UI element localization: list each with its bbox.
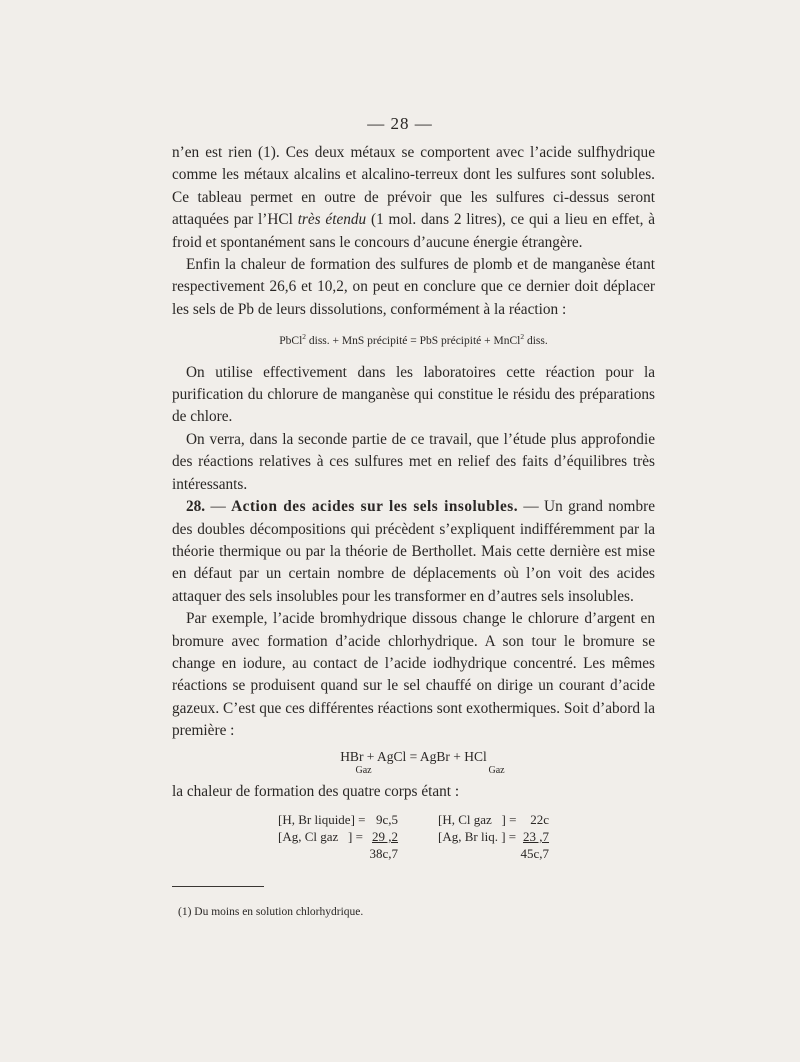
heat-right-label-2: [Ag, Br liq. ] = — [438, 828, 517, 844]
paragraph-1-italic: très étendu — [297, 211, 367, 229]
body-text — [172, 142, 655, 862]
footnote-rule — [172, 886, 264, 887]
section-number: 28. — [186, 498, 206, 516]
eq2-gaz-label-2: Gaz — [488, 764, 505, 776]
eq1-sup-a: 2 — [302, 332, 307, 342]
heat-left-total: 38c,7 — [369, 845, 399, 861]
heat-left-label-1: [H, Br liquide] = — [278, 811, 366, 827]
eq1-part-b: diss. + MnS précipité = PbS précipité + MnCl — [306, 335, 521, 348]
page-number: — 28 — — [367, 114, 433, 133]
eq1-part-c: diss. — [524, 335, 548, 348]
paragraph-6: Par exemple, l’acide bromhydrique dissous change le chlorure d’argent en bromure avec formation d’acide chlorhydrique. A son tour le bromure se change en iodure, au contact de l’acide iodhydrique concentré. Les mêmes réactions se produisent quand sur le sel chauffé on dirige un courant d’acide gazeux. C’est que ces différentes réactions sont exothermiques. Soit d’abord la première : — [172, 610, 655, 740]
paragraph-5-text: — Un grand nombre des doubles décompositions qui précèdent s’expliquent indifféremment par la théorie thermique ou par la théorie de Berthollet. Mais cette dernière est mise en défaut par un certain nombre de déplacements où l’on voit des acides attaquer des sels insolubles pour les transformer en d’autres sels insolubles. — [172, 498, 655, 605]
heat-right-value-2: 23 ,7 — [523, 828, 549, 844]
heat-right-value-1: 22c — [530, 811, 549, 827]
eq1-sup-b: 2 — [520, 332, 525, 342]
paragraph-7: la chaleur de formation des quatre corps étant : — [172, 782, 460, 800]
section-heading: Action des acides sur les sels insolubles. — [231, 498, 519, 516]
paragraph-1-text: n’en est rien (1). Ces deux métaux se comportent avec l’acide sulfhydrique comme les métaux alcalins et alcalino-terreux dont les sulfures sont solubles. Ce tableau permet en outre de prévoir que les sulfures ci-dessus seront attaquées par l’HCl — [172, 144, 655, 229]
eq1-part-a: PbCl — [279, 335, 303, 348]
heat-left-value-1: 9c,5 — [375, 811, 399, 827]
paragraph-1-tail: (1 mol. dans 2 litres), ce qui a lieu en effet, à froid et spontanément sans le concours d’aucune énergie étrangère. — [172, 211, 656, 251]
eq2-line: HBr + AgCl = AgBr + HCl — [340, 748, 487, 764]
eq2-gaz-label-1: Gaz — [355, 764, 372, 776]
heat-column-right — [438, 811, 549, 862]
eq2-gaz-labels — [304, 765, 524, 777]
heat-left-value-2: 29 ,2 — [372, 828, 399, 844]
footnote: (1) Du moins en solution chlorhydrique. — [178, 906, 364, 918]
paragraph-1 — [172, 142, 655, 254]
paragraph-2: Enfin la chaleur de formation des sulfures de plomb et de manganèse étant respectivement 26,6 et 10,2, on peut en conclure que ce dernier doit déplacer les sels de Pb de leurs dissolutions, conformément à la réaction : — [172, 256, 655, 318]
reaction-equation-2 — [172, 749, 655, 777]
heat-right-label-1: [H, Cl gaz ] = — [438, 811, 517, 827]
heat-of-formation-table — [172, 811, 655, 862]
heat-left-label-2: [Ag, Cl gaz ] = — [278, 828, 363, 844]
heat-right-total: 45c,7 — [520, 845, 549, 861]
paragraph-4: On verra, dans la seconde partie de ce travail, que l’étude plus approfondie des réactions relatives à ces sulfures met en relief des faits d’équilibres très intéressants. — [172, 430, 655, 493]
reaction-equation-1 — [172, 330, 655, 352]
paragraph-5 — [172, 496, 655, 608]
heat-column-left — [278, 811, 398, 862]
paragraph-3: On utilise effectivement dans les laboratoires cette réaction pour la purification du chlorure de manganèse qui constitue le résidu des préparations de chlore. — [172, 363, 655, 426]
section-dash: — — [205, 498, 232, 516]
